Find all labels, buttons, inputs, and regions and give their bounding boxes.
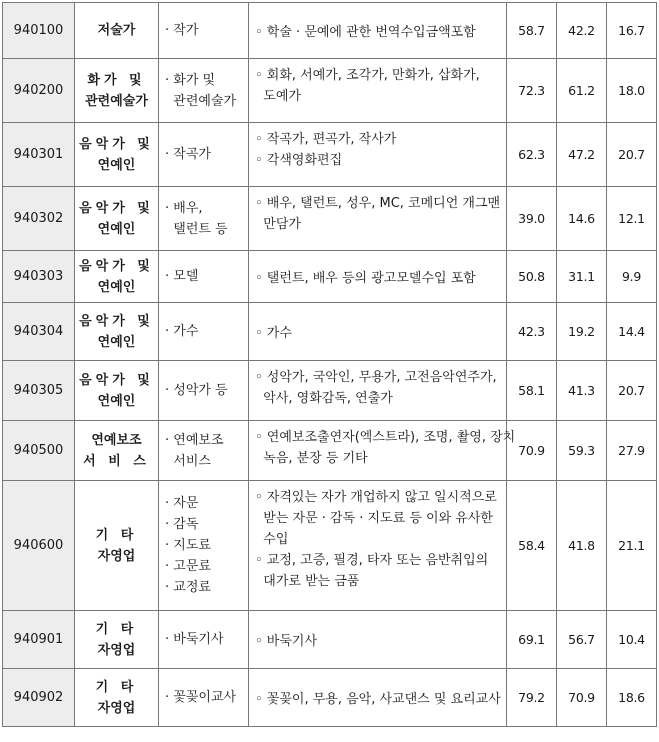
rate-value: 20.7 [618,383,645,398]
industry-code-cell [3,3,75,59]
description-line: ◦ 작곡가, 편곡가, 작사가 [255,132,397,147]
subcategory-line: · 배우, [165,200,203,216]
rate-cell-1 [507,669,557,727]
rate-cell-2 [557,669,607,727]
industry-code-cell [3,361,75,421]
rate-cell-3 [607,481,657,611]
subcategory-cell [159,421,249,481]
description-cell [249,361,507,421]
industry-code-cell [3,669,75,727]
category-line: 자영업 [97,548,136,564]
description-line: 만담가 [255,217,301,232]
category-line: 저술가 [97,23,136,38]
category-line: 서 비 스 [83,453,150,469]
rate-value: 14.6 [568,211,595,226]
description-line: ◦ 꽃꽂이, 무용, 음악, 사교댄스 및 요리교사 [255,691,501,707]
subcategory-cell [159,187,249,251]
rate-cell-1 [507,251,557,303]
rate-cell-3 [607,421,657,481]
description-cell [249,421,516,481]
subcategory-line: · 성악가 등 [165,383,228,398]
rate-cell-3 [607,669,657,727]
table-row [3,251,657,303]
subcategory-line: 서비스 [165,453,211,469]
rate-cell-1 [507,3,557,59]
description-line: ◦ 성악가, 국악인, 무용가, 고전음악연주가, [255,370,497,385]
subcategory-line: 탤런트 등 [165,221,228,237]
description-line: ◦ 각색영화편집 [255,153,343,168]
description-line: 대가로 받는 금품 [255,574,360,589]
description-line: 도예가 [255,89,301,104]
description-cell [249,669,507,727]
rate-cell-2 [557,481,607,611]
rate-value: 12.1 [618,211,645,226]
subcategory-cell [159,669,249,727]
category-line: 관련예술가 [85,93,148,109]
category-cell [75,669,159,727]
rate-cell-1 [507,361,557,421]
description-cell [249,187,507,251]
description-cell [249,481,507,611]
rate-cell-3 [607,3,657,59]
rate-value: 56.7 [568,632,595,647]
subcategory-line: · 작가 [165,23,199,38]
rate-cell-1 [507,187,557,251]
industry-code-cell [3,303,75,361]
table-row [3,669,657,727]
industry-code-cell [3,251,75,303]
industry-code: 940301 [13,147,64,162]
table-row [3,187,657,251]
category-cell [75,421,159,481]
subcategory-line: · 작곡가 [165,147,211,162]
table-row [3,611,657,669]
subcategory-cell [159,59,249,123]
rate-value: 14.4 [618,324,645,339]
category-line: 음악가 및 [79,372,154,388]
rate-cell-1 [507,481,557,611]
rate-value: 50.8 [518,269,545,284]
subcategory-line: · 화가 및 [165,72,216,88]
subcategory-line: · 감독 [165,517,199,532]
category-cell [75,59,159,123]
description-line: ◦ 배우, 탤런트, 성우, MC, 코메디언 개그맨 [255,196,501,211]
table-row [3,421,657,481]
rate-value: 19.2 [568,324,595,339]
rate-cell-2 [557,59,607,123]
subcategory-cell [159,3,249,59]
rate-value: 9.9 [622,269,641,284]
description-line: ◦ 자격있는 자가 개업하지 않고 일시적으로 [255,490,497,505]
table-row [3,59,657,123]
rate-value: 27.9 [618,443,645,458]
rate-value: 70.9 [568,690,595,705]
subcategory-cell [159,123,249,187]
rate-cell-2 [557,251,607,303]
category-line: 연예인 [97,334,136,350]
industry-code-cell [3,59,75,123]
rate-value: 20.7 [618,147,645,162]
subcategory-cell [159,611,249,669]
category-cell [75,3,159,59]
category-line: 음악가 및 [79,313,154,329]
industry-code: 940303 [13,269,64,284]
rate-value: 42.2 [568,23,595,38]
rate-value: 70.9 [518,443,545,458]
rate-value: 58.1 [518,383,545,398]
category-cell [75,303,159,361]
category-cell [75,611,159,669]
subcategory-cell [159,481,249,611]
category-line: 기 타 [95,679,138,695]
description-line: ◦ 탤런트, 배우 등의 광고모델수입 포함 [255,270,476,286]
rate-value: 42.3 [518,324,545,339]
income-rate-table [2,2,657,727]
category-line: 연예인 [97,393,136,409]
description-cell [249,611,507,669]
subcategory-line: · 모델 [165,269,199,284]
table-body [3,3,657,727]
description-line: ◦ 교정, 고증, 필경, 타자 또는 음반취입의 [255,553,489,568]
rate-cell-3 [607,123,657,187]
rate-value: 16.7 [618,23,645,38]
industry-code: 940200 [13,83,64,98]
industry-code-cell [3,421,75,481]
category-line: 음악가 및 [79,136,154,152]
rate-cell-3 [607,303,657,361]
industry-code: 940902 [13,690,64,705]
subcategory-cell [159,251,249,303]
description-line: 악사, 영화감독, 연출가 [255,391,393,406]
rate-cell-1 [507,123,557,187]
subcategory-cell [159,361,249,421]
subcategory-line: · 교정료 [165,580,211,595]
category-line: 기 타 [95,527,138,543]
category-line: 연예보조 [91,432,142,448]
description-line: 녹음, 분장 등 기타 [255,451,368,466]
rate-value: 72.3 [518,83,545,98]
rate-value: 18.0 [618,83,645,98]
rate-cell-2 [557,421,607,481]
rate-value: 58.4 [518,538,545,553]
description-cell [249,303,507,361]
table-row [3,123,657,187]
rate-value: 79.2 [518,690,545,705]
category-line: 연예인 [97,279,136,295]
table-row [3,361,657,421]
category-cell [75,481,159,611]
table-row [3,3,657,59]
industry-code: 940304 [13,324,64,339]
rate-value: 69.1 [518,632,545,647]
rate-cell-1 [507,611,557,669]
description-line: 받는 자문 · 감독 · 지도료 등 이와 유사한 [255,511,493,526]
description-line: ◦ 바둑기사 [255,633,318,649]
rate-value: 10.4 [618,632,645,647]
rate-cell-2 [557,3,607,59]
category-line: 음악가 및 [79,200,154,216]
table-row [3,303,657,361]
rate-value: 31.1 [568,269,595,284]
rate-cell-2 [557,187,607,251]
description-line: ◦ 학술 · 문예에 관한 번역수입금액포함 [255,24,476,40]
rate-cell-3 [607,187,657,251]
subcategory-cell [159,303,249,361]
category-line: 화가 및 [87,72,146,88]
rate-value: 21.1 [618,538,645,553]
industry-code: 940302 [13,211,64,226]
description-cell [249,59,507,123]
rate-value: 41.3 [568,383,595,398]
industry-code-cell [3,187,75,251]
rate-cell-2 [557,123,607,187]
category-line: 자영업 [97,700,136,716]
table-row [3,481,657,611]
rate-value: 58.7 [518,23,545,38]
rate-value: 59.3 [568,443,595,458]
description-cell [249,3,507,59]
rate-value: 62.3 [518,147,545,162]
rate-cell-2 [557,303,607,361]
description-line: ◦ 연예보조출연자(엑스트라), 조명, 촬영, 장치 [255,430,516,445]
subcategory-line: · 지도료 [165,538,211,553]
subcategory-line: · 자문 [165,496,199,511]
rate-value: 18.6 [618,690,645,705]
category-line: 기 타 [95,621,138,637]
rate-value: 47.2 [568,147,595,162]
description-cell [249,251,507,303]
rate-cell-3 [607,611,657,669]
subcategory-line: 관련예술가 [165,93,237,109]
industry-code: 940100 [13,23,64,38]
subcategory-line: · 가수 [165,324,199,339]
industry-code-cell [3,481,75,611]
rate-value: 61.2 [568,83,595,98]
rate-cell-2 [557,361,607,421]
description-line: ◦ 회화, 서예가, 조각가, 만화가, 삽화가, [255,68,480,83]
industry-code: 940305 [13,383,64,398]
rate-cell-1 [507,59,557,123]
industry-code: 940500 [13,443,64,458]
category-cell [75,123,159,187]
description-line: 수입 [255,532,289,547]
category-cell [75,251,159,303]
subcategory-line: · 꽃꽂이교사 [165,690,237,705]
rate-cell-3 [607,59,657,123]
rate-cell-3 [607,361,657,421]
industry-code: 940600 [13,538,64,553]
description-line: ◦ 가수 [255,325,292,341]
industry-code: 940901 [13,632,64,647]
category-line: 자영업 [97,642,136,658]
category-line: 연예인 [97,221,136,237]
subcategory-line: · 고문료 [165,559,211,574]
rate-cell-3 [607,251,657,303]
description-cell [249,123,507,187]
category-line: 연예인 [97,157,136,173]
industry-code-cell [3,123,75,187]
subcategory-line: · 바둑기사 [165,632,224,647]
industry-code-cell [3,611,75,669]
rate-value: 41.8 [568,538,595,553]
rate-value: 39.0 [518,211,545,226]
category-line: 음악가 및 [79,258,154,274]
rate-cell-2 [557,611,607,669]
category-cell [75,361,159,421]
category-cell [75,187,159,251]
subcategory-line: · 연예보조 [165,432,224,448]
rate-cell-1 [507,303,557,361]
